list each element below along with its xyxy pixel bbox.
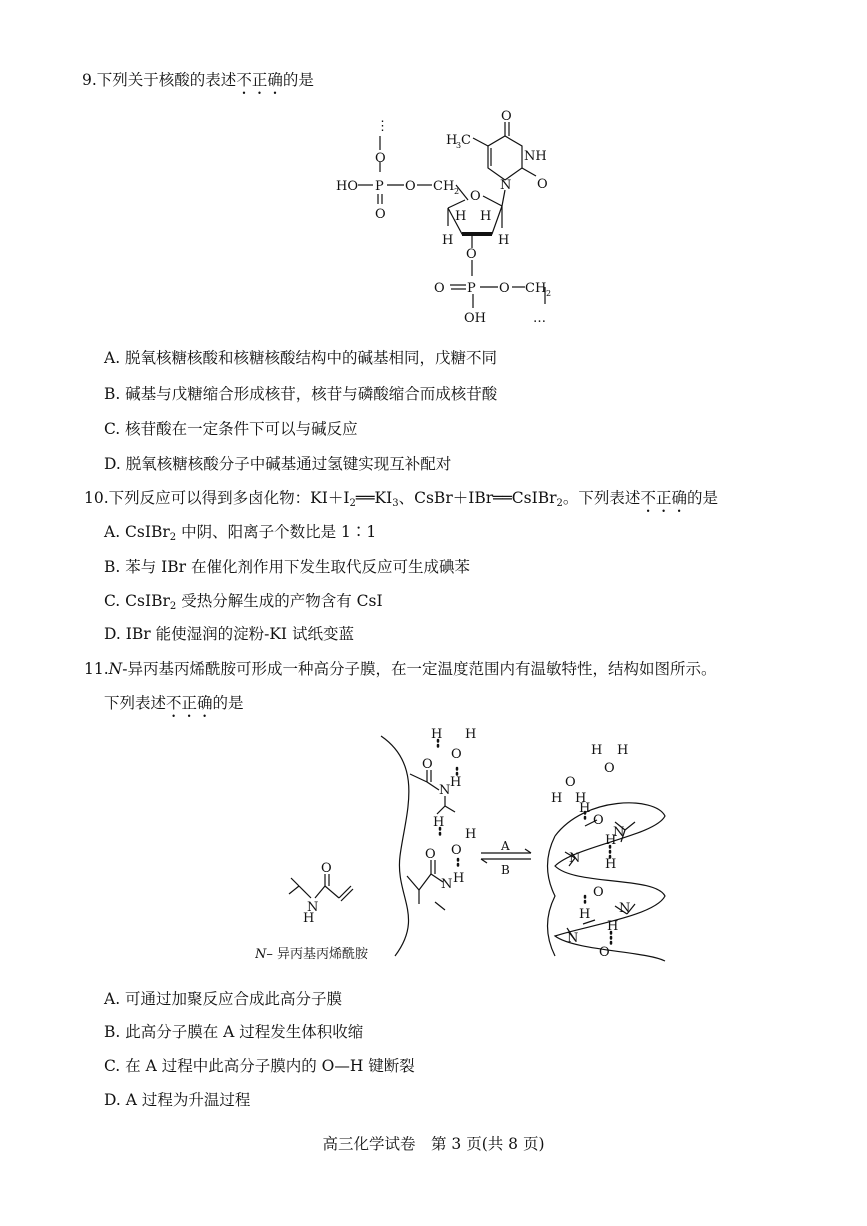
q10-option-a: A. CsIBr$_2$ 中阴、阳离子个数比是 1∶1	[104, 523, 377, 543]
svg-text:O: O	[593, 885, 604, 900]
svg-text:H: H	[446, 133, 458, 148]
q11-option-d: D. A 过程为升温过程	[104, 1091, 251, 1109]
svg-text:O: O	[375, 207, 386, 222]
svg-text:H: H	[575, 791, 587, 806]
q11-option-b: B. 此高分子膜在 A 过程发生体积收缩	[104, 1023, 364, 1041]
svg-text:H: H	[579, 907, 591, 922]
svg-text:O: O	[599, 945, 610, 960]
q9-option-d: D. 脱氧核糖核酸分子中碱基通过氢键实现互补配对	[104, 455, 452, 473]
svg-text:O: O	[470, 189, 481, 204]
svg-text:H: H	[591, 743, 603, 758]
svg-text:H: H	[303, 911, 315, 926]
svg-text:H: H	[605, 833, 617, 848]
svg-text:P: P	[375, 179, 384, 194]
svg-text:H: H	[607, 919, 619, 934]
svg-text:O: O	[375, 151, 386, 166]
svg-text:N: N	[500, 178, 512, 193]
q11-option-c: C. 在 A 过程中此高分子膜内的 O—H 键断裂	[104, 1057, 415, 1075]
svg-text:C: C	[461, 133, 471, 148]
svg-text:O: O	[604, 761, 615, 776]
svg-text:O: O	[451, 843, 462, 858]
page-footer: 高三化学试卷 第 3 页(共 8 页)	[322, 1135, 545, 1153]
q9-option-b: B. 碱基与戊糖缩合形成核苷，核苷与磷酸缩合而成核苷酸	[104, 385, 498, 403]
q11-option-a: A. 可通过加聚反应合成此高分子膜	[104, 990, 343, 1008]
svg-text:H: H	[453, 871, 465, 886]
q10-option-d: D. IBr 能使湿润的淀粉-KI 试纸变蓝	[104, 625, 354, 643]
svg-text:O: O	[466, 247, 477, 262]
svg-text:A: A	[501, 839, 510, 853]
svg-text:N: N	[613, 825, 625, 840]
svg-text:O: O	[499, 281, 510, 296]
svg-text:O: O	[565, 775, 576, 790]
svg-text:H: H	[551, 791, 563, 806]
q10-option-b: B. 苯与 IBr 在催化剂作用下发生取代反应可生成碘苯	[104, 558, 471, 576]
svg-text:H: H	[431, 727, 443, 742]
svg-text:P: P	[467, 281, 476, 296]
svg-text:CH: CH	[525, 281, 547, 296]
svg-text:N: N	[567, 931, 579, 946]
question-11-stem-line2: 下列表述不正确的是	[104, 694, 244, 712]
svg-text:H: H	[450, 775, 462, 790]
q9-option-c: C. 核苷酸在一定条件下可以与碱反应	[104, 420, 358, 438]
svg-text:NH: NH	[524, 149, 547, 164]
monomer-caption: N– 异丙基丙烯酰胺	[255, 947, 369, 962]
svg-text:B: B	[501, 863, 510, 877]
svg-text:N: N	[619, 901, 631, 916]
svg-text:H: H	[433, 815, 445, 830]
svg-text:O: O	[425, 847, 436, 862]
svg-text:H: H	[455, 209, 467, 224]
nucleotide-structure-figure	[320, 108, 580, 333]
svg-text:N: N	[307, 900, 319, 915]
svg-text:H: H	[442, 233, 454, 248]
svg-text:H: H	[498, 233, 510, 248]
svg-text:H: H	[617, 743, 629, 758]
svg-text:O: O	[434, 281, 445, 296]
q10-option-c: C. CsIBr$_2$ 受热分解生成的产物含有 CsI	[104, 592, 383, 612]
svg-text:O: O	[501, 109, 512, 124]
question-9-stem: 9.下列关于核酸的表述不正确的是	[82, 71, 314, 89]
svg-text:H: H	[465, 827, 477, 842]
svg-text:2: 2	[546, 289, 552, 298]
svg-text:CH: CH	[433, 179, 455, 194]
polymer-membrane-figure	[255, 726, 675, 976]
svg-text:O: O	[451, 747, 462, 762]
svg-text:O: O	[593, 813, 604, 828]
svg-text:N: N	[439, 783, 451, 798]
svg-text:H: H	[480, 209, 492, 224]
svg-text:O: O	[537, 177, 548, 192]
svg-text:N: N	[569, 851, 581, 866]
svg-text:⋮: ⋮	[376, 119, 389, 134]
svg-text:O: O	[321, 861, 332, 876]
q9-option-a: A. 脱氧核糖核酸和核糖核酸结构中的碱基相同，戊糖不同	[104, 349, 498, 367]
question-10-stem: 10.下列反应可以得到多卤化物：$KI+I_2══KI_3$、CsBr＋IBr══CsIBr$_2$。下列表述不正确的是	[84, 489, 718, 509]
svg-text:2: 2	[454, 187, 460, 196]
svg-text:OH: OH	[464, 311, 486, 326]
svg-text:N: N	[441, 877, 453, 892]
question-11-stem-line1: 11.N-异丙基丙烯酰胺可形成一种高分子膜，在一定温度范围内有温敏特性，结构如图所示。	[84, 660, 717, 678]
svg-text:O: O	[422, 757, 433, 772]
svg-text:O: O	[405, 179, 416, 194]
svg-text:…: …	[533, 311, 546, 326]
svg-text:H: H	[605, 857, 617, 872]
svg-text:3: 3	[456, 141, 462, 150]
svg-text:H: H	[465, 727, 477, 742]
svg-text:H: H	[579, 801, 591, 816]
svg-text:HO: HO	[336, 179, 358, 194]
